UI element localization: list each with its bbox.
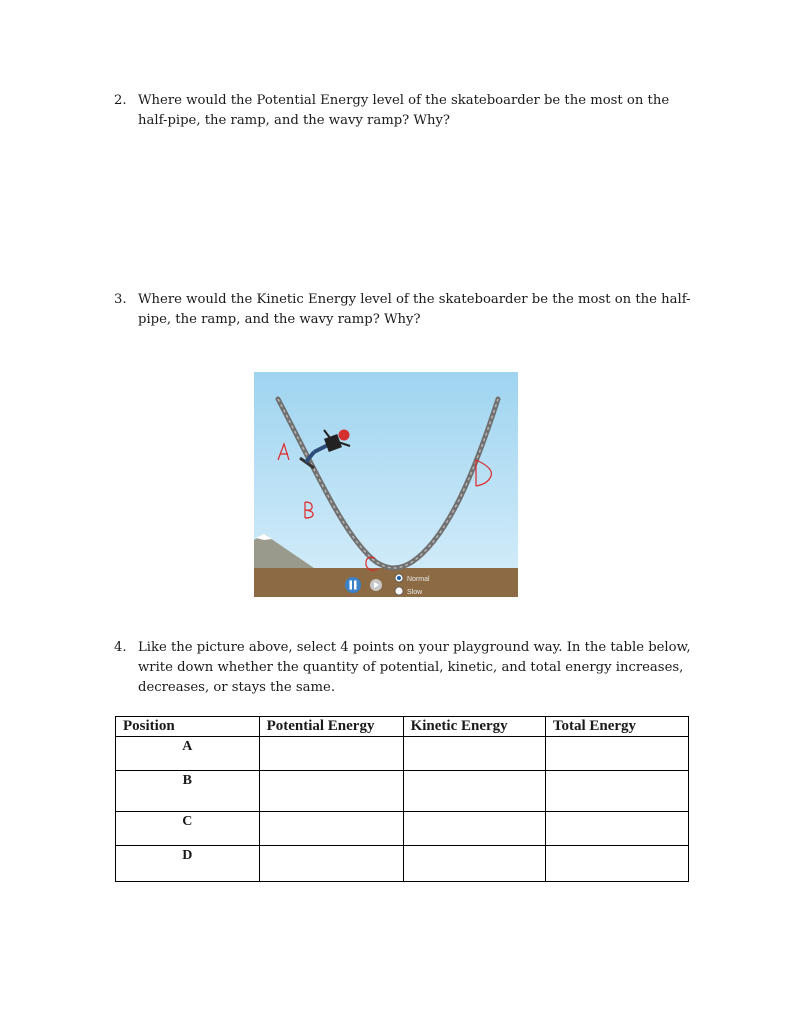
position-cell: B	[116, 771, 260, 812]
potential-energy-cell[interactable]	[259, 737, 403, 771]
table-row	[116, 812, 689, 846]
total-energy-cell[interactable]	[545, 812, 688, 846]
kinetic-energy-cell[interactable]	[403, 812, 545, 846]
potential-energy-cell[interactable]	[259, 771, 403, 812]
potential-energy-cell[interactable]	[259, 846, 403, 882]
table-row	[116, 737, 689, 771]
ground	[254, 568, 518, 597]
header-potential-energy: Potential Energy	[259, 717, 403, 737]
position-cell: D	[116, 846, 260, 882]
question-number: 2.	[114, 93, 127, 108]
pause-button-graphic	[345, 577, 361, 593]
question-4	[114, 638, 699, 698]
table-row	[116, 846, 689, 882]
total-energy-cell[interactable]	[545, 771, 688, 812]
question-number: 3.	[114, 292, 127, 307]
speed-slow-label: Slow	[407, 589, 423, 596]
position-cell: A	[116, 737, 260, 771]
header-position: Position	[116, 717, 260, 737]
total-energy-cell[interactable]	[545, 737, 688, 771]
question-text: Where would the Kinetic Energy level of the skateboarder be the most on the half-pipe, the ramp, and the wavy ramp? Why?	[138, 292, 691, 327]
question-number: 4.	[114, 640, 127, 655]
question-3	[114, 290, 699, 330]
question-text: Where would the Potential Energy level of the skateboarder be the most on the half-pipe, the ramp, and the wavy ramp? Why?	[138, 93, 670, 128]
speed-normal-label: Normal	[407, 576, 430, 583]
kinetic-energy-cell[interactable]	[403, 846, 545, 882]
header-kinetic-energy: Kinetic Energy	[403, 717, 545, 737]
question-text: Like the picture above, select 4 points on your playground way. In the table below, write down whether the quantity of potential, kinetic, and total energy increases, decreases, or stays the same.	[138, 640, 691, 695]
kinetic-energy-cell[interactable]	[403, 771, 545, 812]
table-header-row	[116, 717, 689, 737]
potential-energy-cell[interactable]	[259, 812, 403, 846]
total-energy-cell[interactable]	[545, 846, 688, 882]
skate-park-simulation-image	[254, 372, 518, 597]
question-2	[114, 91, 699, 131]
kinetic-energy-cell[interactable]	[403, 737, 545, 771]
header-total-energy: Total Energy	[545, 717, 688, 737]
position-cell: C	[116, 812, 260, 846]
energy-table	[115, 716, 689, 882]
table-row	[116, 771, 689, 812]
